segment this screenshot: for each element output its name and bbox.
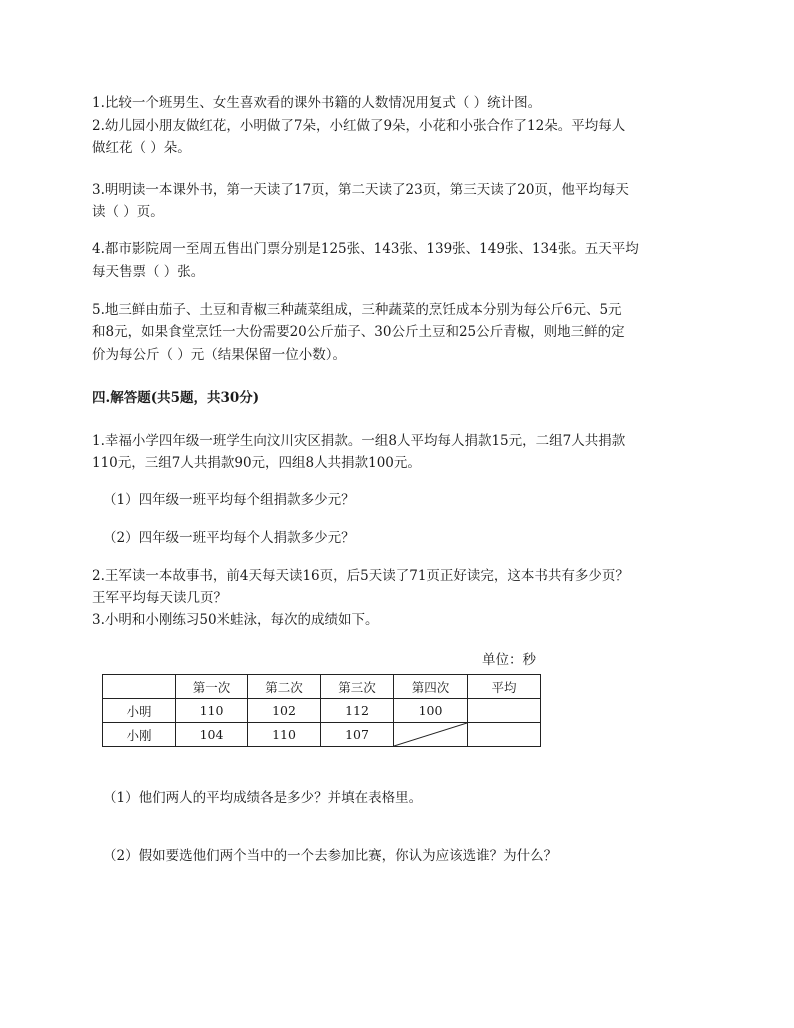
- fill-question-3-line-1: 3.明明读一本课外书，第一天读了17页，第二天读了23页，第三天读了20页，他平均每天: [92, 182, 629, 198]
- row-name-cell: 小明: [103, 699, 176, 723]
- table-cell: 100: [394, 699, 468, 723]
- fill-question-5-line-3: 价为每公斤（ ）元（结果保留一位小数）。: [92, 347, 347, 363]
- table-header-cell: 第一次: [176, 675, 248, 699]
- table-header-cell: 第二次: [248, 675, 321, 699]
- table-unit-label: 单位：秒: [482, 652, 536, 668]
- answer-question-1-sub-2: （2）四年级一班平均每个人捐款多少元？: [103, 530, 355, 546]
- table-cell-slashed: [394, 723, 468, 747]
- answer-question-1-line-2: 110元，三组7人共捐款90元，四组8人共捐款100元。: [92, 455, 421, 471]
- answer-question-2-line-1: 2.王军读一本故事书，前4天每天读16页，后5天读了71页正好读完，这本书共有多少页？: [92, 568, 629, 584]
- answer-question-3-sub-2: （2）假如要选他们两个当中的一个去参加比赛，你认为应该选谁？为什么？: [103, 848, 558, 864]
- answer-question-1-sub-1: （1）四年级一班平均每个组捐款多少元？: [103, 492, 355, 508]
- table-header-cell: 第三次: [321, 675, 394, 699]
- table-header-corner: [103, 675, 176, 699]
- table-cell: 112: [321, 699, 394, 723]
- table-cell: 102: [248, 699, 321, 723]
- fill-question-2-line-2: 做红花（ ）朵。: [92, 140, 191, 156]
- section-heading: 四.解答题(共5题，共30分): [92, 390, 260, 406]
- fill-question-3-line-2: 读（ ）页。: [92, 204, 164, 220]
- fill-question-5-line-1: 5.地三鲜由茄子、土豆和青椒三种蔬菜组成，三种蔬菜的烹饪成本分别为每公斤6元、5元: [92, 302, 622, 318]
- table-cell-average: [468, 723, 541, 747]
- answer-question-1-line-1: 1.幸福小学四年级一班学生向汶川灾区捐款。一组8人平均每人捐款15元，二组7人共捐款: [92, 433, 626, 449]
- table-row: [103, 699, 541, 723]
- diagonal-slash: [394, 723, 467, 746]
- table-row: [103, 723, 541, 747]
- fill-question-4-line-1: 4.都市影院周一至周五售出门票分别是125张、143张、139张、149张、134张。五天平均: [92, 241, 639, 257]
- table-header-row: [103, 675, 541, 699]
- row-name-cell: 小刚: [103, 723, 176, 747]
- answer-question-2-line-2: 王军平均每天读几页？: [92, 590, 227, 606]
- score-table: [102, 674, 541, 747]
- answer-question-3-sub-1: （1）他们两人的平均成绩各是多少？并填在表格里。: [103, 790, 423, 806]
- table-cell: 110: [176, 699, 248, 723]
- table-header-cell: 第四次: [394, 675, 468, 699]
- answer-question-3: 3.小明和小刚练习50米蛙泳，每次的成绩如下。: [92, 612, 379, 628]
- fill-question-2-line-1: 2.幼儿园小朋友做红花，小明做了7朵，小红做了9朵，小花和小张合作了12朵。平均每人: [92, 118, 626, 134]
- table-header-cell: 平均: [468, 675, 541, 699]
- fill-question-5-line-2: 和8元，如果食堂烹饪一大份需要20公斤茄子、30公斤土豆和25公斤青椒，则地三鲜的定: [92, 324, 625, 340]
- table-cell: 107: [321, 723, 394, 747]
- table-cell-average: [468, 699, 541, 723]
- fill-question-1: 1.比较一个班男生、女生喜欢看的课外书籍的人数情况用复式（ ）统计图。: [92, 95, 542, 111]
- fill-question-4-line-2: 每天售票（ ）张。: [92, 264, 205, 280]
- table-cell: 104: [176, 723, 248, 747]
- table-cell: 110: [248, 723, 321, 747]
